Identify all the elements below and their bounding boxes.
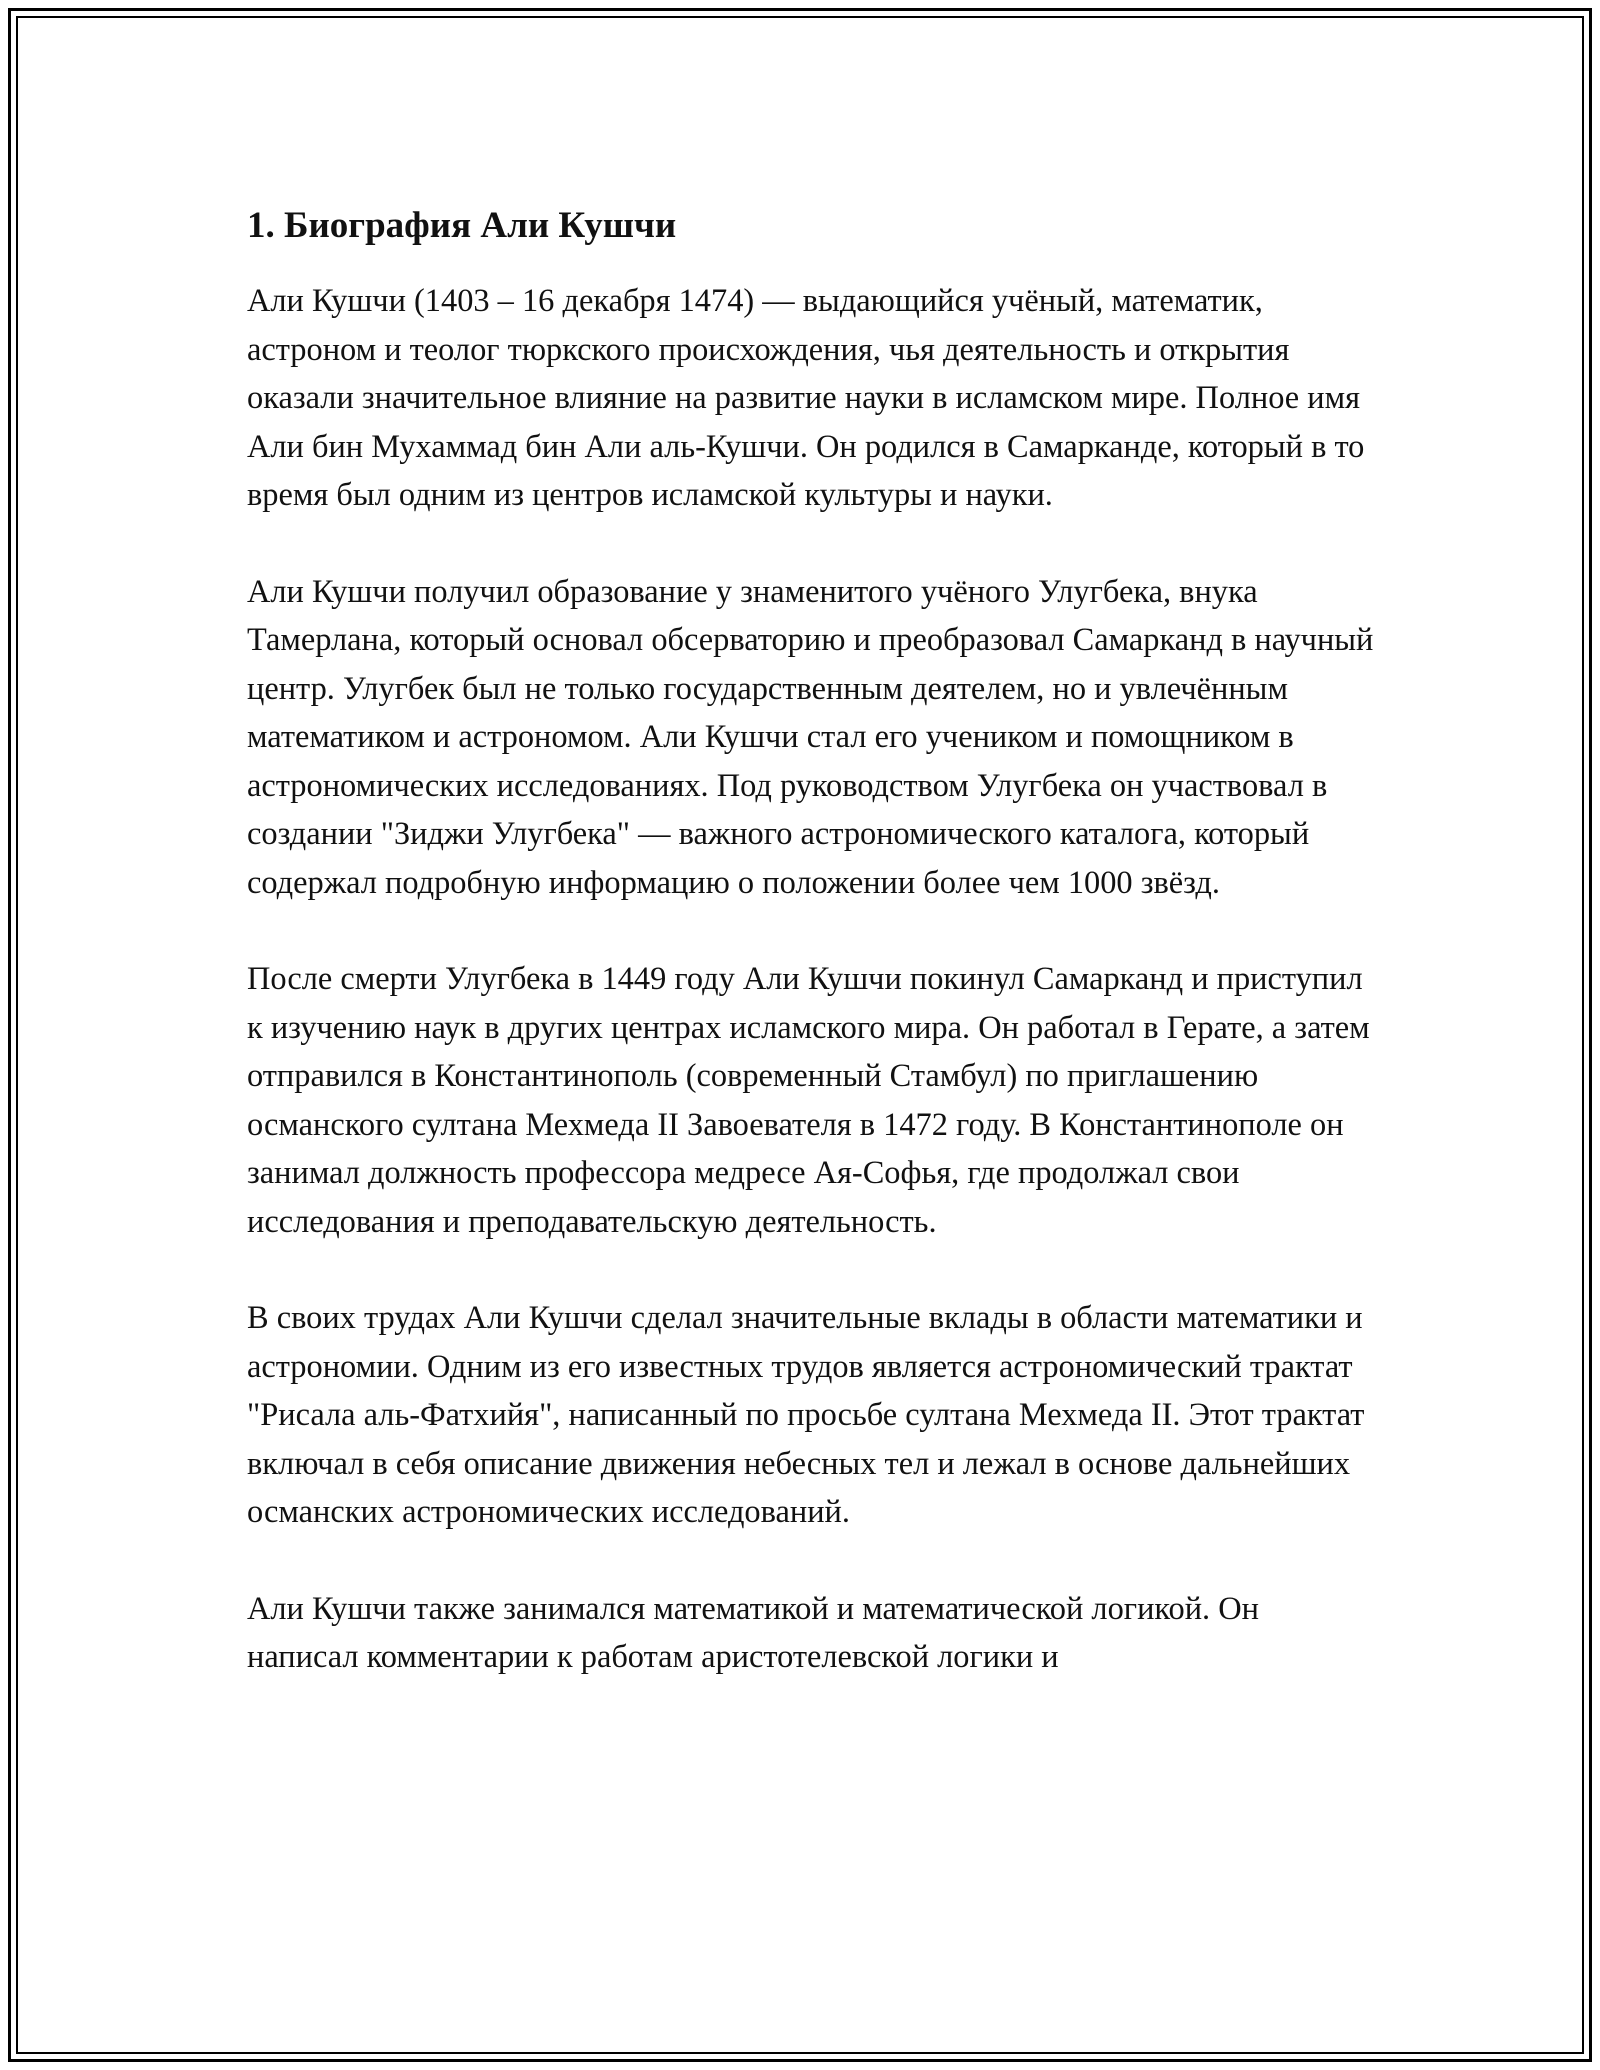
paragraph-3: После смерти Улугбека в 1449 году Али Кушчи покинул Самарканд и приступил к изучению наук в других центрах исламского мира. Он работал в Герате, а затем отправился в Константинополь (современный Стамбул) по приглашению османского султана Мехмеда II Завоевателя в 1472 году. В Константинополе он занимал должность профессора медресе Ая-Софья, где продолжал свои исследования и преподавательскую деятельность.: [247, 961, 1370, 1240]
section-title: 1. Биография Али Кушчи: [247, 205, 677, 246]
page-frame: [8, 8, 1592, 2062]
paragraph-5: Али Кушчи также занимался математикой и математической логикой. Он написал комментарии к работам аристотелевской логики и: [247, 1590, 1259, 1675]
paragraph-2: Али Кушчи получил образование у знаменитого учёного Улугбека, внука Тамерлана, который основал обсерваторию и преобразовал Самарканд в научный центр. Улугбек был не только государственным деятелем, но и увлечённым математиком и астрономом. Али Кушчи стал его учеником и помощником в астрономических исследованиях. Под руководством Улугбека он участвовал в создании "Зиджи Улугбека" — важного астрономического каталога, который содержал подробную информацию о положении более чем 1000 звёзд.: [247, 573, 1374, 901]
paragraph-4: В своих трудах Али Кушчи сделал значительные вклады в области математики и астрономии. Одним из его известных трудов является астрономический трактат "Рисала аль-Фатхийя", написанный по просьбе султана Мехмеда II. Этот трактат включал в себя описание движения небесных тел и лежал в основе дальнейших османских астрономических исследований.: [247, 1300, 1365, 1530]
paragraph-1: Али Кушчи (1403 – 16 декабря 1474) — выдающийся учёный, математик, астроном и теолог тюркского происхождения, чья деятельность и открытия оказали значительное влияние на развитие науки в исламском мире. Полное имя Али бин Мухаммад бин Али аль-Кушчи. Он родился в Самарканде, который в то время был одним из центров исламской культуры и науки.: [247, 283, 1365, 513]
document-body: [247, 197, 1377, 1730]
